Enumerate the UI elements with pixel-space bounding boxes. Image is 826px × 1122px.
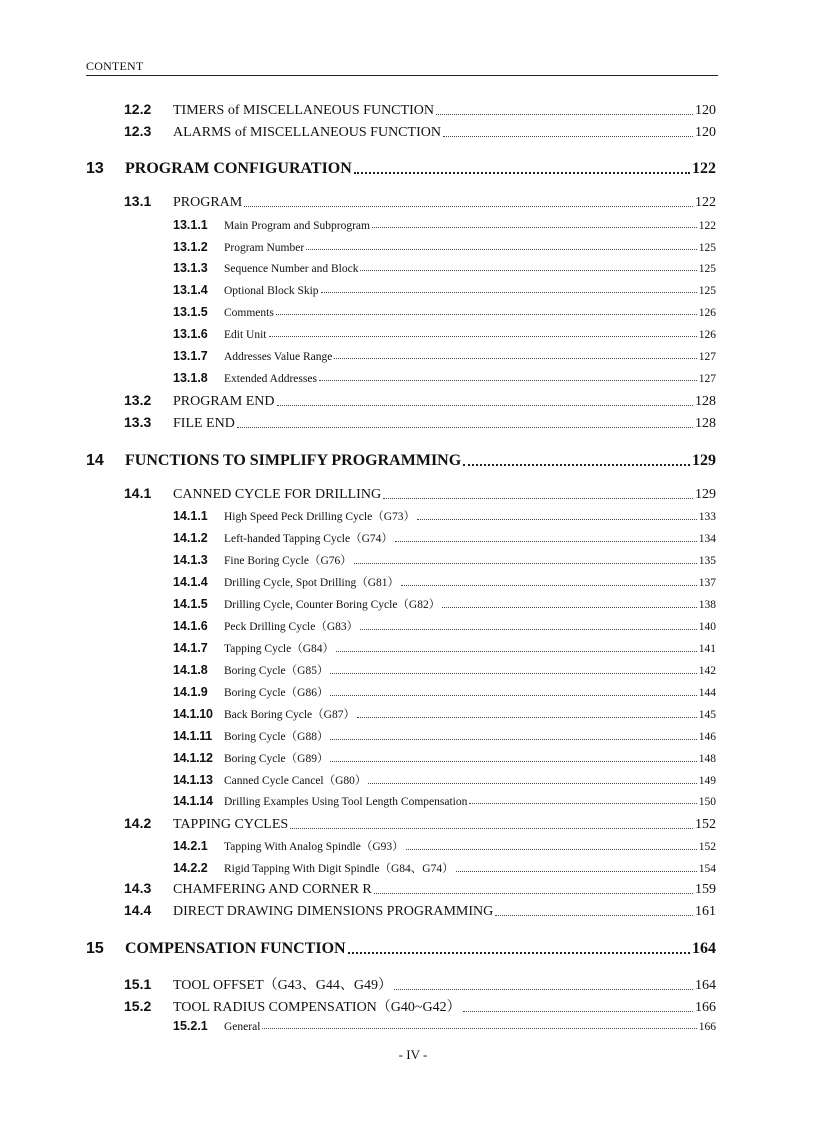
toc-entry[interactable] (173, 261, 716, 275)
toc-entry[interactable] (173, 349, 716, 363)
dot-leader (348, 940, 690, 958)
dot-leader (360, 618, 697, 634)
toc-entry-page: 159 (695, 882, 716, 897)
toc-entry-number: 15 (86, 940, 104, 957)
toc-entry-page: 126 (698, 329, 716, 341)
toc-entry-page: 129 (692, 452, 716, 469)
dot-leader (401, 574, 697, 590)
page-number: - IV - (398, 1047, 428, 1062)
dot-leader (290, 815, 693, 833)
toc-entry-page: 149 (698, 775, 716, 787)
dot-leader (469, 794, 696, 808)
toc-entry-title: Back Boring Cycle（G87） (224, 709, 355, 721)
toc-entry[interactable] (173, 750, 716, 766)
toc-entry-number: 14.1.11 (173, 729, 212, 743)
dot-leader (374, 880, 693, 898)
toc-entry-number: 14.4 (124, 902, 152, 918)
toc-entry-title: COMPENSATION FUNCTION (125, 940, 346, 957)
toc-entry-number: 14.2 (124, 815, 152, 831)
toc-entry-page: 152 (695, 817, 716, 832)
toc-entry-number: 14.1.13 (173, 773, 213, 787)
toc-entry[interactable] (173, 684, 716, 700)
toc-entry-number: 13.1.3 (173, 261, 208, 275)
toc-entry-page: 126 (698, 307, 716, 319)
toc-entry-number: 12.3 (124, 123, 152, 139)
toc-entry[interactable] (173, 371, 716, 385)
toc-entry-page: 125 (698, 285, 716, 297)
dot-leader (495, 902, 693, 920)
toc-entry[interactable] (124, 392, 716, 410)
toc-entry[interactable] (173, 596, 716, 612)
toc-entry-page: 133 (698, 511, 716, 523)
toc-entry-page: 146 (698, 731, 716, 743)
toc-entry-title: CANNED CYCLE FOR DRILLING (173, 487, 382, 502)
toc-entry-page: 125 (698, 242, 716, 254)
dot-leader (269, 327, 697, 341)
toc-entry[interactable] (173, 530, 716, 546)
toc-entry-number: 14.1.3 (173, 553, 208, 567)
toc-entry-title: Tapping With Analog Spindle（G93） (224, 841, 404, 853)
toc-entry-page: 134 (698, 533, 716, 545)
toc-entry[interactable] (124, 414, 716, 432)
toc-entry-number: 14.1.14 (173, 794, 213, 808)
toc-entry-title: PROGRAM (173, 195, 243, 210)
dot-leader (277, 392, 693, 410)
toc-entry-title: TOOL OFFSET（G43、G44、G49） (173, 978, 392, 993)
toc-entry-title: Optional Block Skip (224, 285, 319, 297)
toc-entry-number: 13.2 (124, 392, 152, 408)
toc-entry-number: 13.1.6 (173, 327, 208, 341)
toc-entry-title: Rigid Tapping With Digit Spindle（G84、G74） (224, 863, 454, 875)
dot-leader (383, 485, 693, 503)
toc-entry-page: 138 (698, 599, 716, 611)
dot-leader (436, 101, 693, 119)
toc-entry-page: 129 (695, 487, 716, 502)
toc-entry-number: 14.1.8 (173, 663, 208, 677)
toc-entry[interactable] (173, 327, 716, 341)
toc-entry-number: 14.2.2 (173, 861, 208, 875)
toc-entry-number: 13.1.2 (173, 240, 208, 254)
toc-entry-page: 122 (692, 160, 716, 177)
toc-entry-page: 122 (698, 220, 716, 232)
toc-entry-page: 144 (698, 687, 716, 699)
toc-entry-number: 14.1.10 (173, 707, 213, 721)
toc-entry-number: 14.1.2 (173, 531, 208, 545)
dot-leader (394, 974, 693, 994)
dot-leader (442, 596, 697, 612)
toc-entry[interactable] (173, 706, 716, 722)
dot-leader (368, 772, 696, 788)
dot-leader (334, 349, 696, 363)
dot-leader (463, 996, 693, 1016)
toc-entry-page: 164 (695, 978, 716, 993)
toc-entry[interactable] (173, 662, 716, 678)
toc-entry-page: 148 (698, 753, 716, 765)
toc-entry-title: CHAMFERING AND CORNER R (173, 882, 372, 897)
toc-entry[interactable] (173, 794, 716, 808)
toc-entry[interactable] (124, 880, 716, 898)
toc-entry[interactable] (86, 160, 716, 178)
toc-entry-number: 14.1.1 (173, 509, 208, 523)
toc-entry[interactable] (124, 974, 716, 994)
toc-entry-number: 14.1.12 (173, 751, 213, 765)
dot-leader (276, 305, 697, 319)
dot-leader (354, 160, 690, 178)
dot-leader (262, 1019, 696, 1033)
toc-entry-number: 14.1.6 (173, 619, 208, 633)
toc-entry-number: 13.1.7 (173, 349, 208, 363)
toc-entry-title: Boring Cycle（G86） (224, 687, 329, 699)
toc-entry-number: 13.1.5 (173, 305, 208, 319)
toc-entry-title: Main Program and Subprogram (224, 220, 370, 232)
toc-entry[interactable] (124, 902, 716, 920)
toc-entry-title: Program Number (224, 242, 305, 254)
toc-entry-number: 14.1.5 (173, 597, 208, 611)
toc-entry-title: DIRECT DRAWING DIMENSIONS PROGRAMMING (173, 904, 494, 919)
dot-leader (237, 414, 693, 432)
dot-leader (336, 640, 697, 656)
toc-entry-page: 145 (698, 709, 716, 721)
toc-entry-title: PROGRAM CONFIGURATION (125, 160, 352, 177)
toc-entry[interactable] (124, 123, 716, 141)
toc-entry-page: 137 (698, 577, 716, 589)
toc-entry[interactable] (173, 772, 716, 788)
toc-entry-title: Peck Drilling Cycle（G83） (224, 621, 359, 633)
toc-entry-title: TIMERS of MISCELLANEOUS FUNCTION (173, 103, 434, 118)
toc-entry[interactable] (124, 193, 716, 211)
toc-entry-number: 14.3 (124, 880, 152, 896)
toc-entry-title: Edit Unit (224, 329, 267, 341)
toc-entry-number: 13.3 (124, 414, 152, 430)
toc-entry[interactable] (173, 240, 716, 254)
toc-entry-page: 141 (698, 643, 716, 655)
toc-entry-page: 135 (698, 555, 716, 567)
toc-entry-title: Drilling Cycle, Counter Boring Cycle（G82） (224, 599, 441, 611)
toc-entry-page: 150 (698, 796, 716, 808)
toc-entry-title: Left-handed Tapping Cycle（G74） (224, 533, 393, 545)
dot-leader (330, 750, 696, 766)
toc-entry-page: 154 (698, 863, 716, 875)
toc-entry-number: 13.1 (124, 193, 152, 209)
toc-entry-number: 15.1 (124, 976, 152, 992)
toc-entry-title: Tapping Cycle（G84） (224, 643, 335, 655)
toc-entry-title: Boring Cycle（G85） (224, 665, 329, 677)
toc-entry-page: 122 (695, 195, 716, 210)
toc-entry-title: Sequence Number and Block (224, 263, 359, 275)
toc-entry-number: 14.1.7 (173, 641, 208, 655)
toc-entry-number: 14 (86, 452, 104, 469)
toc-entry-title: Comments (224, 307, 274, 319)
toc-entry-page: 120 (695, 103, 716, 118)
toc-entry-page: 166 (698, 1021, 716, 1033)
toc-entry-page: 128 (695, 394, 716, 409)
toc-entry[interactable] (173, 508, 716, 524)
dot-leader (456, 860, 697, 876)
toc-entry-title: High Speed Peck Drilling Cycle（G73） (224, 511, 416, 523)
dot-leader (321, 283, 697, 297)
toc-entry-title: TOOL RADIUS COMPENSATION（G40~G42） (173, 1000, 461, 1015)
toc-entry-page: 120 (695, 125, 716, 140)
dot-leader (463, 452, 690, 470)
toc-entry[interactable] (173, 552, 716, 568)
toc-entry[interactable] (173, 618, 716, 634)
dot-leader (360, 261, 696, 275)
toc-entry-number: 12.2 (124, 101, 152, 117)
toc-entry-page: 166 (695, 1000, 716, 1015)
dot-leader (395, 530, 697, 546)
toc-entry-title: Drilling Examples Using Tool Length Compensation (224, 796, 468, 808)
toc-entry-number: 14.1.4 (173, 575, 208, 589)
toc-entry[interactable] (173, 574, 716, 590)
toc-entry-number: 13.1.8 (173, 371, 208, 385)
toc-entry-number: 15.2 (124, 998, 152, 1014)
toc-entry-page: 128 (695, 416, 716, 431)
toc-entry-number: 13 (86, 160, 104, 177)
toc-entry[interactable] (173, 640, 716, 656)
dot-leader (306, 240, 697, 254)
toc-entry-number: 14.1.9 (173, 685, 208, 699)
toc-entry-title: PROGRAM END (173, 394, 275, 409)
toc-entry[interactable] (173, 860, 716, 876)
dot-leader (330, 684, 696, 700)
toc-entry-title: Drilling Cycle, Spot Drilling（G81） (224, 577, 400, 589)
toc-entry-title: ALARMS of MISCELLANEOUS FUNCTION (173, 125, 441, 140)
toc-entry[interactable] (86, 940, 716, 958)
toc-entry-title: TAPPING CYCLES (173, 817, 289, 832)
toc-entry-title: Extended Addresses (224, 373, 317, 385)
toc-entry-title: FILE END (173, 416, 235, 431)
dot-leader (443, 123, 693, 141)
toc-entry-title: Boring Cycle（G88） (224, 731, 329, 743)
toc-entry-page: 140 (698, 621, 716, 633)
toc-entry-page: 164 (692, 940, 716, 957)
toc-entry-title: FUNCTIONS TO SIMPLIFY PROGRAMMING (125, 452, 462, 469)
dot-leader (406, 838, 697, 854)
dot-leader (372, 218, 697, 232)
toc-entry-title: Boring Cycle（G89） (224, 753, 329, 765)
toc-entry[interactable] (124, 996, 716, 1016)
toc-entry-number: 14.1 (124, 485, 152, 501)
running-header: CONTENT (86, 59, 144, 73)
toc-entry-page: 152 (698, 841, 716, 853)
dot-leader (330, 662, 696, 678)
toc-entry-number: 13.1.4 (173, 283, 208, 297)
toc-entry[interactable] (173, 838, 716, 854)
dot-leader (319, 371, 697, 385)
dot-leader (244, 193, 693, 211)
toc-entry-title: Fine Boring Cycle（G76） (224, 555, 352, 567)
toc-entry[interactable] (173, 1019, 716, 1033)
toc-entry[interactable] (124, 485, 716, 503)
dot-leader (354, 552, 697, 568)
toc-entry-number: 13.1.1 (173, 218, 208, 232)
toc-entry-page: 142 (698, 665, 716, 677)
toc-entry[interactable] (173, 728, 716, 744)
toc-entry-number: 15.2.1 (173, 1019, 208, 1033)
dot-leader (357, 706, 697, 722)
dot-leader (417, 508, 697, 524)
toc-entry-page: 161 (695, 904, 716, 919)
toc-entry-number: 14.2.1 (173, 839, 208, 853)
toc-entry[interactable] (173, 218, 716, 232)
toc-entry[interactable] (124, 815, 716, 833)
toc-entry[interactable] (173, 283, 716, 297)
toc-entry[interactable] (173, 305, 716, 319)
dot-leader (330, 728, 696, 744)
toc-entry-page: 127 (698, 351, 716, 363)
toc-entry-page: 127 (698, 373, 716, 385)
toc-entry[interactable] (124, 101, 716, 119)
toc-entry-title: General (224, 1021, 261, 1033)
toc-entry-title: Addresses Value Range (224, 351, 333, 363)
toc-entry-page: 125 (698, 263, 716, 275)
toc-entry-title: Canned Cycle Cancel（G80） (224, 775, 367, 787)
toc-entry[interactable] (86, 452, 716, 470)
